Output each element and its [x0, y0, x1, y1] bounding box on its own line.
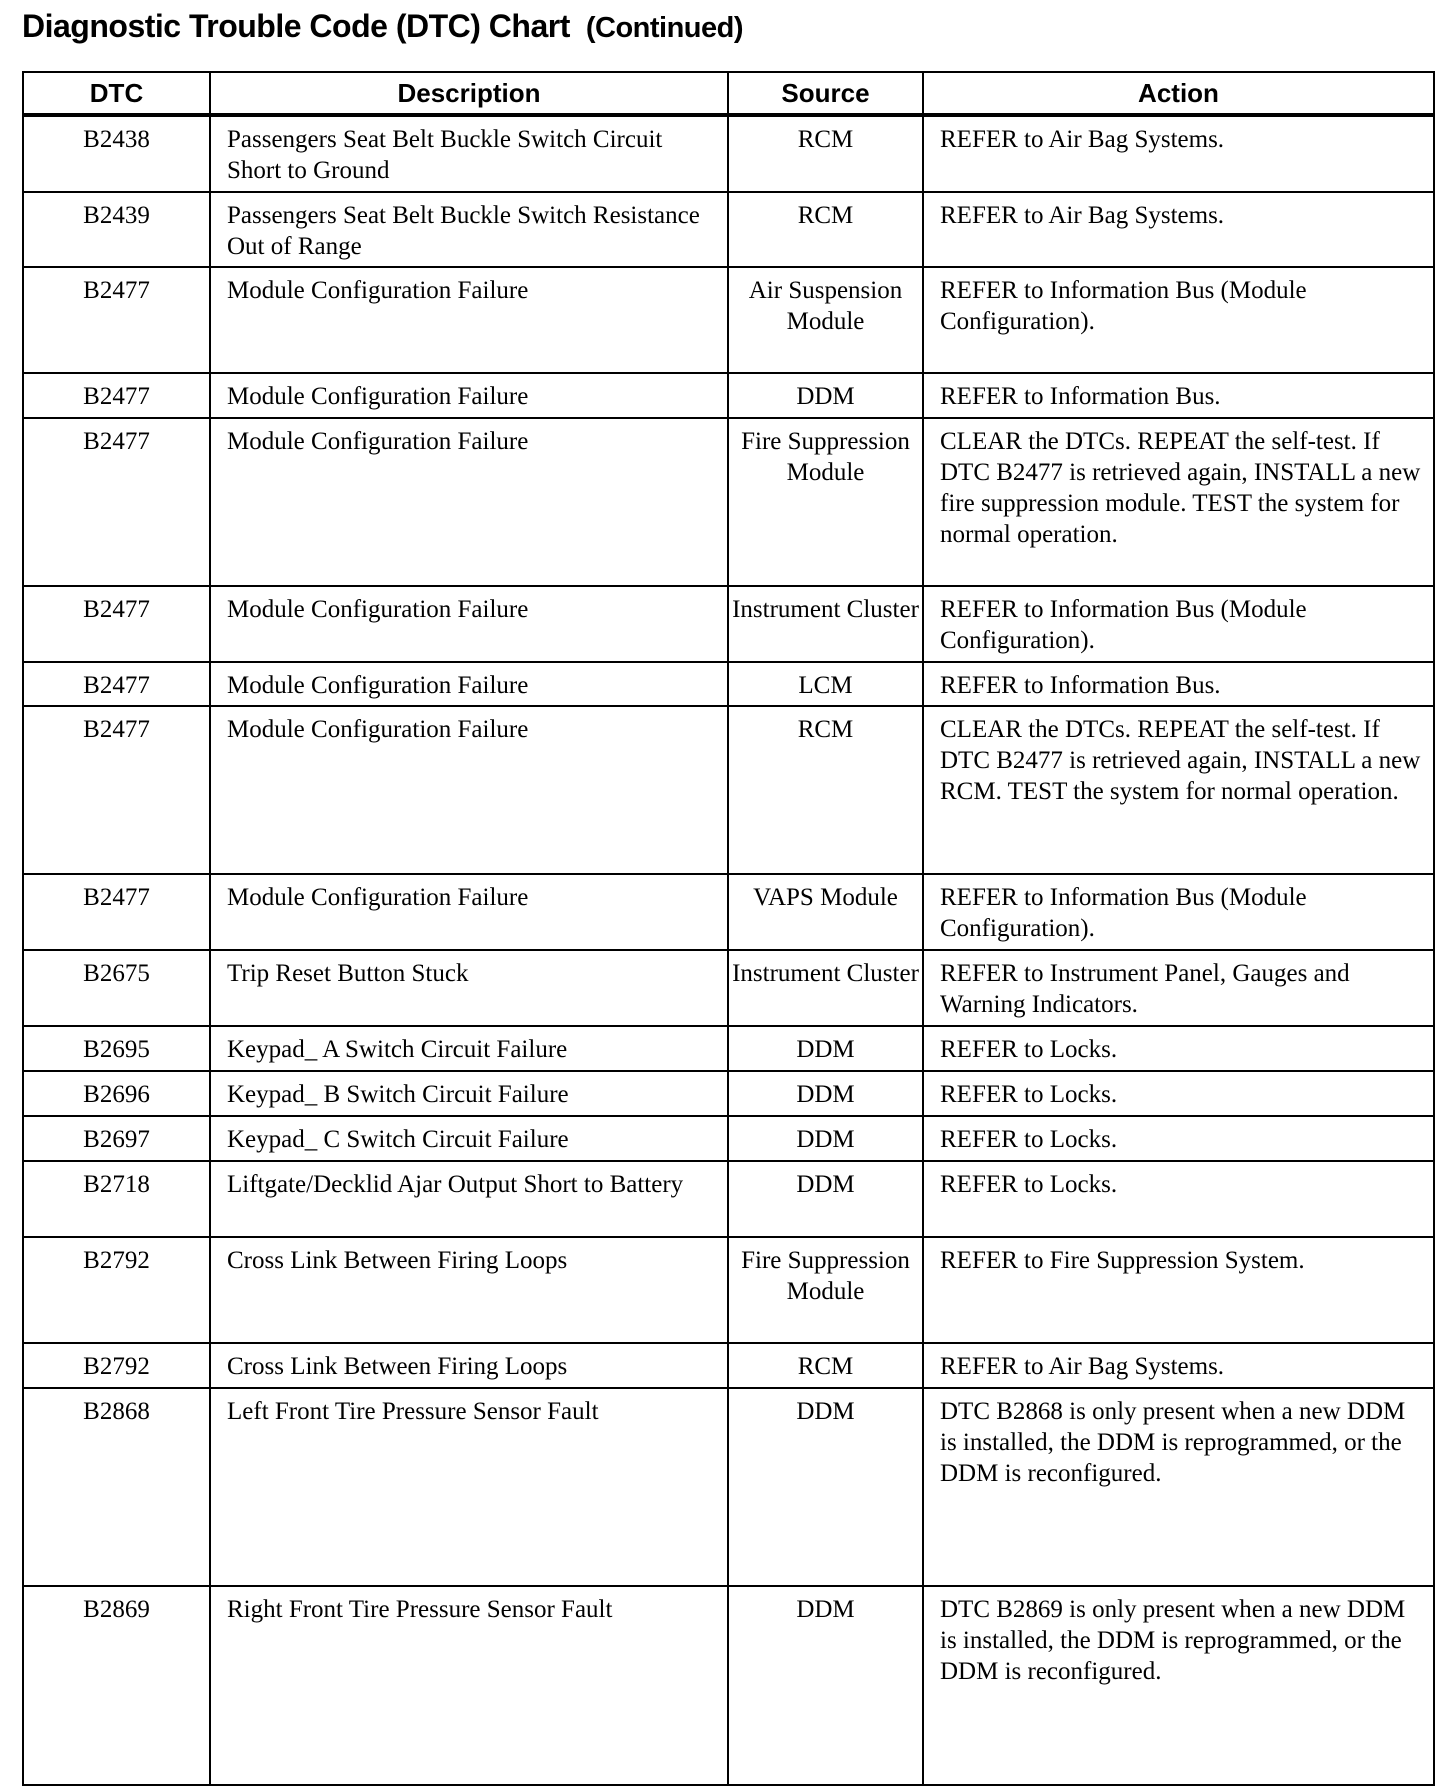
dtc-cell: B2696: [23, 1071, 210, 1116]
dtc-cell: B2868: [23, 1388, 210, 1586]
action-cell: REFER to Information Bus (Module Configuration).: [923, 267, 1434, 373]
action-cell: REFER to Information Bus (Module Configuration).: [923, 586, 1434, 662]
dtc-cell: B2477: [23, 373, 210, 418]
description-cell: Trip Reset Button Stuck: [210, 950, 728, 1026]
source-cell: RCM: [728, 706, 923, 874]
table-row: [23, 1388, 1434, 1586]
table-row: [23, 418, 1434, 586]
table-row: [23, 115, 1434, 192]
description-cell: Keypad_ A Switch Circuit Failure: [210, 1026, 728, 1071]
dtc-cell: B2675: [23, 950, 210, 1026]
dtc-cell: B2695: [23, 1026, 210, 1071]
source-cell: Fire Suppression Module: [728, 418, 923, 586]
action-cell: REFER to Information Bus.: [923, 373, 1434, 418]
description-cell: Keypad_ B Switch Circuit Failure: [210, 1071, 728, 1116]
dtc-cell: B2792: [23, 1237, 210, 1343]
source-cell: DDM: [728, 1161, 923, 1237]
action-cell: REFER to Locks.: [923, 1161, 1434, 1237]
source-cell: DDM: [728, 1071, 923, 1116]
description-cell: Module Configuration Failure: [210, 586, 728, 662]
source-cell: Air Suspension Module: [728, 267, 923, 373]
action-cell: REFER to Information Bus.: [923, 662, 1434, 706]
dtc-cell: B2438: [23, 115, 210, 192]
header-description: Description: [210, 72, 728, 115]
table-row: [23, 874, 1434, 950]
header-source: Source: [728, 72, 923, 115]
dtc-cell: B2477: [23, 586, 210, 662]
dtc-cell: B2792: [23, 1343, 210, 1388]
description-cell: Module Configuration Failure: [210, 874, 728, 950]
source-cell: Fire Suppression Module: [728, 1237, 923, 1343]
dtc-cell: B2439: [23, 192, 210, 267]
description-cell: Left Front Tire Pressure Sensor Fault: [210, 1388, 728, 1586]
action-cell: REFER to Air Bag Systems.: [923, 115, 1434, 192]
source-cell: DDM: [728, 1026, 923, 1071]
table-row: [23, 1586, 1434, 1785]
table-row: [23, 192, 1434, 267]
title-text: Diagnostic Trouble Code (DTC) Chart: [22, 8, 570, 44]
source-cell: RCM: [728, 115, 923, 192]
source-cell: RCM: [728, 1343, 923, 1388]
table-row: [23, 1161, 1434, 1237]
action-cell: REFER to Information Bus (Module Configuration).: [923, 874, 1434, 950]
table-row: [23, 586, 1434, 662]
action-cell: REFER to Locks.: [923, 1026, 1434, 1071]
action-cell: REFER to Fire Suppression System.: [923, 1237, 1434, 1343]
action-cell: REFER to Air Bag Systems.: [923, 192, 1434, 267]
source-cell: DDM: [728, 1116, 923, 1161]
table-row: [23, 706, 1434, 874]
dtc-cell: B2477: [23, 267, 210, 373]
description-cell: Passengers Seat Belt Buckle Switch Circuit Short to Ground: [210, 115, 728, 192]
action-cell: REFER to Locks.: [923, 1116, 1434, 1161]
source-cell: Instrument Cluster: [728, 950, 923, 1026]
action-cell: REFER to Air Bag Systems.: [923, 1343, 1434, 1388]
description-cell: Module Configuration Failure: [210, 418, 728, 586]
action-cell: CLEAR the DTCs. REPEAT the self-test. If DTC B2477 is retrieved again, INSTALL a new fire suppression module. TEST the system for normal operation.: [923, 418, 1434, 586]
source-cell: DDM: [728, 1388, 923, 1586]
source-cell: Instrument Cluster: [728, 586, 923, 662]
dtc-table: [22, 71, 1435, 1786]
table-row: [23, 1343, 1434, 1388]
source-cell: VAPS Module: [728, 874, 923, 950]
dtc-cell: B2477: [23, 706, 210, 874]
description-cell: Cross Link Between Firing Loops: [210, 1237, 728, 1343]
source-cell: DDM: [728, 373, 923, 418]
dtc-cell: B2697: [23, 1116, 210, 1161]
source-cell: RCM: [728, 192, 923, 267]
action-cell: DTC B2868 is only present when a new DDM is installed, the DDM is reprogrammed, or the DDM is reconfigured.: [923, 1388, 1434, 1586]
description-cell: Keypad_ C Switch Circuit Failure: [210, 1116, 728, 1161]
description-cell: Module Configuration Failure: [210, 373, 728, 418]
dtc-cell: B2477: [23, 662, 210, 706]
header-action: Action: [923, 72, 1434, 115]
table-row: [23, 267, 1434, 373]
table-row: [23, 1116, 1434, 1161]
description-cell: Passengers Seat Belt Buckle Switch Resistance Out of Range: [210, 192, 728, 267]
dtc-cell: B2718: [23, 1161, 210, 1237]
description-cell: Right Front Tire Pressure Sensor Fault: [210, 1586, 728, 1785]
action-cell: REFER to Instrument Panel, Gauges and Warning Indicators.: [923, 950, 1434, 1026]
dtc-cell: B2477: [23, 418, 210, 586]
table-row: [23, 1071, 1434, 1116]
table-row: [23, 662, 1434, 706]
table-row: [23, 1237, 1434, 1343]
page-title: [22, 8, 743, 45]
dtc-cell: B2869: [23, 1586, 210, 1785]
title-subtitle: (Continued): [585, 12, 744, 44]
source-cell: LCM: [728, 662, 923, 706]
table-row: [23, 373, 1434, 418]
action-cell: REFER to Locks.: [923, 1071, 1434, 1116]
action-cell: DTC B2869 is only present when a new DDM is installed, the DDM is reprogrammed, or the DDM is reconfigured.: [923, 1586, 1434, 1785]
dtc-cell: B2477: [23, 874, 210, 950]
description-cell: Module Configuration Failure: [210, 706, 728, 874]
description-cell: Module Configuration Failure: [210, 267, 728, 373]
description-cell: Liftgate/Decklid Ajar Output Short to Battery: [210, 1161, 728, 1237]
description-cell: Cross Link Between Firing Loops: [210, 1343, 728, 1388]
description-cell: Module Configuration Failure: [210, 662, 728, 706]
header-dtc: DTC: [23, 72, 210, 115]
source-cell: DDM: [728, 1586, 923, 1785]
table-row: [23, 1026, 1434, 1071]
table-row: [23, 950, 1434, 1026]
action-cell: CLEAR the DTCs. REPEAT the self-test. If DTC B2477 is retrieved again, INSTALL a new RCM. TEST the system for normal operation.: [923, 706, 1434, 874]
table-header-row: [23, 72, 1434, 115]
